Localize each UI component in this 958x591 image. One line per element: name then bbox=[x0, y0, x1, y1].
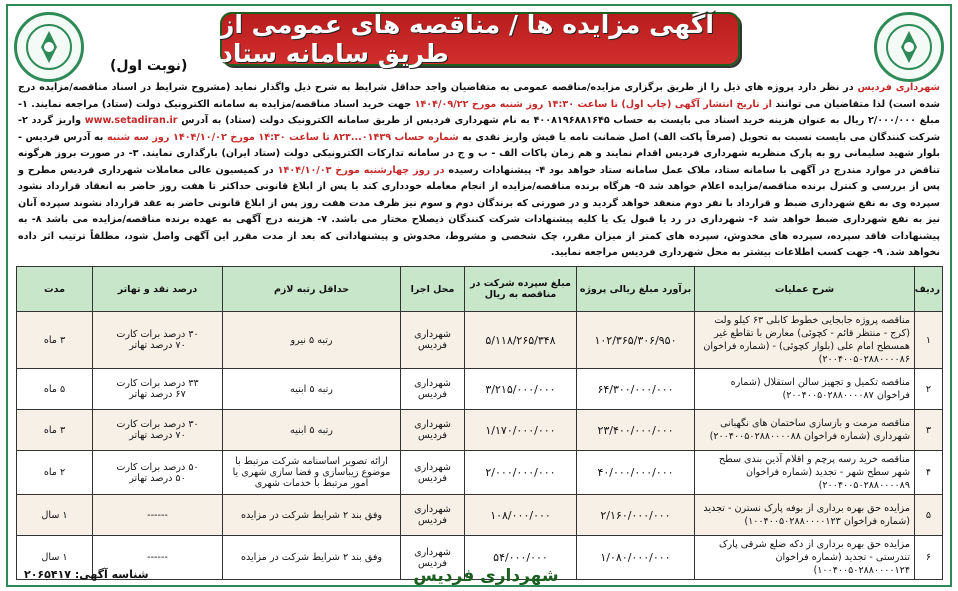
cash-line-2: ۷۰ درصد تهاتر bbox=[129, 340, 186, 351]
table-row bbox=[17, 410, 943, 451]
cell-duration: ۲ ماه bbox=[17, 451, 93, 495]
cell-place: شهرداری فردیس bbox=[401, 536, 465, 580]
cell-place: شهرداری فردیس bbox=[401, 369, 465, 410]
cell-estimate: ۱/۰۸۰/۰۰۰/۰۰۰ bbox=[577, 536, 695, 580]
cell-place: شهرداری فردیس bbox=[401, 410, 465, 451]
round-label: (نوبت اول) bbox=[110, 58, 188, 74]
cell-no: ۴ bbox=[915, 451, 943, 495]
title-banner bbox=[220, 12, 740, 66]
cell-no: ۳ bbox=[915, 410, 943, 451]
cash-line-2: ۶۷ درصد تهاتر bbox=[129, 389, 186, 400]
col-header-no: ردیف bbox=[915, 267, 943, 312]
intro-text-4: به آدرس فردیس - بلوار شهید سلیمانی رو به پارک منظریه شهرداری فردیس اقدام نمایند و هم زمان پاکات الف - ب و ج در سامانه تدارکات الکترونیکی دولت (ستاد ایران) بارگذاری نمایند. ۳- در صورت بروز هرگونه تناقض در موارد مندرج در آگهی با سامانه ستاد، ملاک عمل سامانه ستاد خواهد بود ۴- پیشنهادات رسیده bbox=[18, 131, 940, 176]
cell-duration: ۳ ماه bbox=[17, 312, 93, 369]
tenders-table bbox=[16, 266, 943, 580]
table-row bbox=[17, 495, 943, 536]
cash-line-1: ------ bbox=[147, 552, 168, 563]
table-row bbox=[17, 369, 943, 410]
cell-cash bbox=[93, 495, 223, 536]
cash-line-1: ۵۰ درصد برات کارت bbox=[116, 461, 199, 473]
cash-line-1: ۳۳ درصد برات کارت bbox=[116, 378, 199, 389]
cell-desc: مناقصه مرمت و بازسازی ساختمان های نگهبانی شهرداری (شماره فراخوان ۲۰۰۴۰۰۵۰۲۸۸۰۰۰۰۸۸) bbox=[695, 410, 915, 451]
municipality-logo-left bbox=[14, 12, 84, 82]
setad-link[interactable]: www.setadiran.ir bbox=[84, 115, 178, 126]
col-header-estimate: برآورد مبلغ ریالی پروژه bbox=[577, 267, 695, 312]
cell-duration: ۵ ماه bbox=[17, 369, 93, 410]
intro-deadline-purchase: از تاریخ انتشار آگهی (چاپ اول) تا ساعت ۱۴:۳۰ روز شنبه مورخ ۱۴۰۴/۰۹/۲۲ bbox=[414, 98, 772, 110]
cell-no: ۲ bbox=[915, 369, 943, 410]
cell-grade: رتبه ۵ نیرو bbox=[223, 312, 401, 369]
cell-deposit: ۱۰۸/۰۰۰/۰۰۰ bbox=[465, 495, 577, 536]
intro-text-5: در کمیسیون عالی معاملات شهرداری فردیس مطرح و پس از بررسی و کنترل برنده مناقصه/مزایده اعلام خواهد شد ۵- هرگاه برنده مناقصه/مزایده از انجام معامله خودداری کند یا پس از ابلاغ قانونی حداکثر تا هفت روز حاضر به انعقاد قرارداد نشود سپرده وی به نفع شهرداری ضبط و قرارداد با نفر دوم منعقد خواهد گردید و در صورتی که برندگان دوم و سوم نیز ظرف مدت هفت روز پس از ابلاغ قانونی حاضر به عقد قرارداد نشوند سپرده آنان نیز به نفع شهرداری ضبط خواهد شد ۶- شهرداری در رد یا قبول یک یا کلیه پیشنهادات شرکت کنندگان ذیصلاح مختار می باشد. ۷- هزینه درج آگهی به عهده برنده مناقصه/مزایده می باشد ۸- به پیشنهادات فاقد سپرده، سپرده های مخدوش، سپرده های کمتر از میزان مقرر، چک شخصی و مشروط، مخدوش و پیشنهاداتی که بعد از مدت مقرر این آگهی واصل شود، مطلقاً ترتیب اثر داده نخواهد شد. ۹- جهت کسب اطلاعات بیشتر به محل شهرداری فردیس مراجعه نمایید. bbox=[18, 164, 941, 258]
cash-line-2: ۷۰ درصد تهاتر bbox=[129, 430, 186, 441]
col-header-duration: مدت bbox=[17, 267, 93, 312]
emblem-icon bbox=[23, 21, 75, 73]
cash-line-1: ------ bbox=[147, 509, 168, 521]
table-row bbox=[17, 451, 943, 495]
municipality-logo-right bbox=[874, 12, 944, 82]
cell-no: ۶ bbox=[915, 536, 943, 580]
cell-no: ۱ bbox=[915, 312, 943, 369]
cell-place: شهرداری فردیس bbox=[401, 495, 465, 536]
cell-grade: رتبه ۵ ابنیه bbox=[223, 369, 401, 410]
cell-deposit: ۳/۲۱۵/۰۰۰/۰۰۰ bbox=[465, 369, 577, 410]
cell-estimate: ۴۰/۰۰۰/۰۰۰/۰۰۰ bbox=[577, 451, 695, 495]
cell-place: شهرداری فردیس bbox=[401, 451, 465, 495]
cash-line-2: ۵۰ درصد تهاتر bbox=[129, 472, 186, 484]
cell-estimate: ۲۳/۴۰۰/۰۰۰/۰۰۰ bbox=[577, 410, 695, 451]
cell-desc: مناقصه پروژه جابجایی خطوط کابلی ۶۳ کیلو ولت (کرج - منتظر قائم - کچوئی) معارض با تقاطع غیر همسطح امام علی (بلوار کچوئی) - (شماره فراخوان ۲۰۰۴۰۰۵۰۲۸۸۰۰۰۰۸۶) bbox=[695, 312, 915, 369]
emblem-icon bbox=[883, 21, 935, 73]
cell-no: ۵ bbox=[915, 495, 943, 536]
table-header-row bbox=[17, 267, 943, 312]
intro-deadline-submit: شماره حساب ۰۱۴۳۹...۸۲۳ تا ساعت ۱۴:۳۰ مورخ ۱۴۰۴/۱۰/۰۲ روز سه شنبه bbox=[106, 131, 459, 143]
col-header-cash: درصد نقد و تهاتر bbox=[93, 267, 223, 312]
notice-id: شناسه آگهی: ۲۰۶۵۴۱۷ bbox=[24, 568, 149, 581]
intro-org: شهرداری فردیس bbox=[857, 82, 940, 93]
cell-deposit: ۵۴/۰۰۰/۰۰۰ bbox=[465, 536, 577, 580]
cell-deposit: ۱/۱۷۰/۰۰۰/۰۰۰ bbox=[465, 410, 577, 451]
cell-estimate: ۱۰۲/۳۶۵/۳۰۶/۹۵۰ bbox=[577, 312, 695, 369]
cell-deposit: ۲/۰۰۰/۰۰۰/۰۰۰ bbox=[465, 451, 577, 495]
col-header-place: محل اجرا bbox=[401, 267, 465, 312]
intro-text-2: جهت خرید اسناد مناقصه/مزایده به سامانه الکترونیک دولت (ستاد) مراجعه نمایند. ۱- مبلغ ۲/۰۰۰/۰۰۰ ریال به عنوان هزینه خرید اسناد می بایست به حساب ۴۰۰۸۱۹۶۸۸۱۶۴۵ به نام شهرداری فردیس از طریق سامانه الکترونیک دولت (ستاد) به آدرس bbox=[18, 98, 940, 126]
intro-text-3: واریز گردد ۲- شرکت کنندگان می بایست نسبت به تحویل (صرفاً پاکت الف) اصل ضمانت نامه یا فیش واریز نقدی به bbox=[18, 115, 941, 143]
cash-line-1: ۳۰ درصد برات کارت bbox=[116, 419, 199, 430]
col-header-deposit: مبلغ سپرده شرکت در مناقصه به ریال bbox=[465, 267, 577, 312]
cell-desc: مناقصه خرید رسه پرچم و اقلام آذین بندی سطح شهر سطح شهر - تجدید (شماره فراخوان ۲۰۰۴۰۰۵۰۲۸۸۰۰۰۰۸۹) bbox=[695, 451, 915, 495]
footer-brand: شهرداری فردیس bbox=[413, 566, 559, 586]
cell-desc: مناقصه تکمیل و تجهیز سالن استقلال (شماره فراخوان ۲۰۰۴۰۰۵۰۲۸۸۰۰۰۰۸۷) bbox=[695, 369, 915, 410]
cell-estimate: ۶۴/۳۰۰/۰۰۰/۰۰۰ bbox=[577, 369, 695, 410]
cell-grade: وفق بند ۲ شرایط شرکت در مزایده bbox=[223, 536, 401, 580]
cell-cash bbox=[93, 369, 223, 410]
cell-deposit: ۵/۱۱۸/۲۶۵/۳۴۸ bbox=[465, 312, 577, 369]
cell-grade: رتبه ۵ ابنیه bbox=[223, 410, 401, 451]
cell-estimate: ۲/۱۶۰/۰۰۰/۰۰۰ bbox=[577, 495, 695, 536]
intro-text-1: در نظر دارد پروژه های ذیل را از طریق برگزاری مزایده/مناقصه عمومی به متقاضیان واجد حداقل شرایط به شرح ذیل واگذار نماید (مشروح شرایط در اسناد مناقصه/مزایده درج شده است) لذا متقاضیان می توانند bbox=[18, 82, 940, 110]
col-header-grade: حداقل رتبه لازم bbox=[223, 267, 401, 312]
cell-grade: ارائه تصویر اساسنامه شرکت مرتبط با موضوع زیباسازی و فضا سازی شهری یا امور مرتبط با خدمات شهری bbox=[223, 451, 401, 495]
cash-line-1: ۳۰ درصد برات کارت bbox=[116, 329, 199, 340]
cell-grade: وفق بند ۲ شرایط شرکت در مزایده bbox=[223, 495, 401, 536]
footer bbox=[6, 564, 952, 587]
col-header-desc: شرح عملیات bbox=[695, 267, 915, 312]
cell-duration: ۳ ماه bbox=[17, 410, 93, 451]
intro-opening-date: در روز چهارشنبه مورخ ۱۴۰۴/۱۰/۰۳ bbox=[277, 164, 445, 176]
table-row bbox=[17, 312, 943, 369]
cell-cash bbox=[93, 451, 223, 495]
cell-desc: مزایده حق بهره برداری از دکه ضلع شرقی پارک تندرستی - تجدید (شماره فراخوان ۱۰۰۴۰۰۵۰۲۸۸۰۰۰۰۱۲۴) bbox=[695, 536, 915, 580]
cell-duration: ۱ سال bbox=[17, 536, 93, 580]
cell-duration: ۱ سال bbox=[17, 495, 93, 536]
cell-cash bbox=[93, 312, 223, 369]
cell-cash bbox=[93, 410, 223, 451]
cell-place: شهرداری فردیس bbox=[401, 312, 465, 369]
cell-desc: مزایده حق بهره برداری از بوفه پارک نسترن - تجدید (شماره فراخوان ۱۰۰۴۰۰۵۰۲۸۸۰۰۰۰۱۲۳) bbox=[695, 495, 915, 536]
page-title: آگهی مزایده ها / مناقصه های عمومی از طریق سامانه ستاد bbox=[220, 10, 714, 68]
announcement-text bbox=[18, 80, 941, 258]
